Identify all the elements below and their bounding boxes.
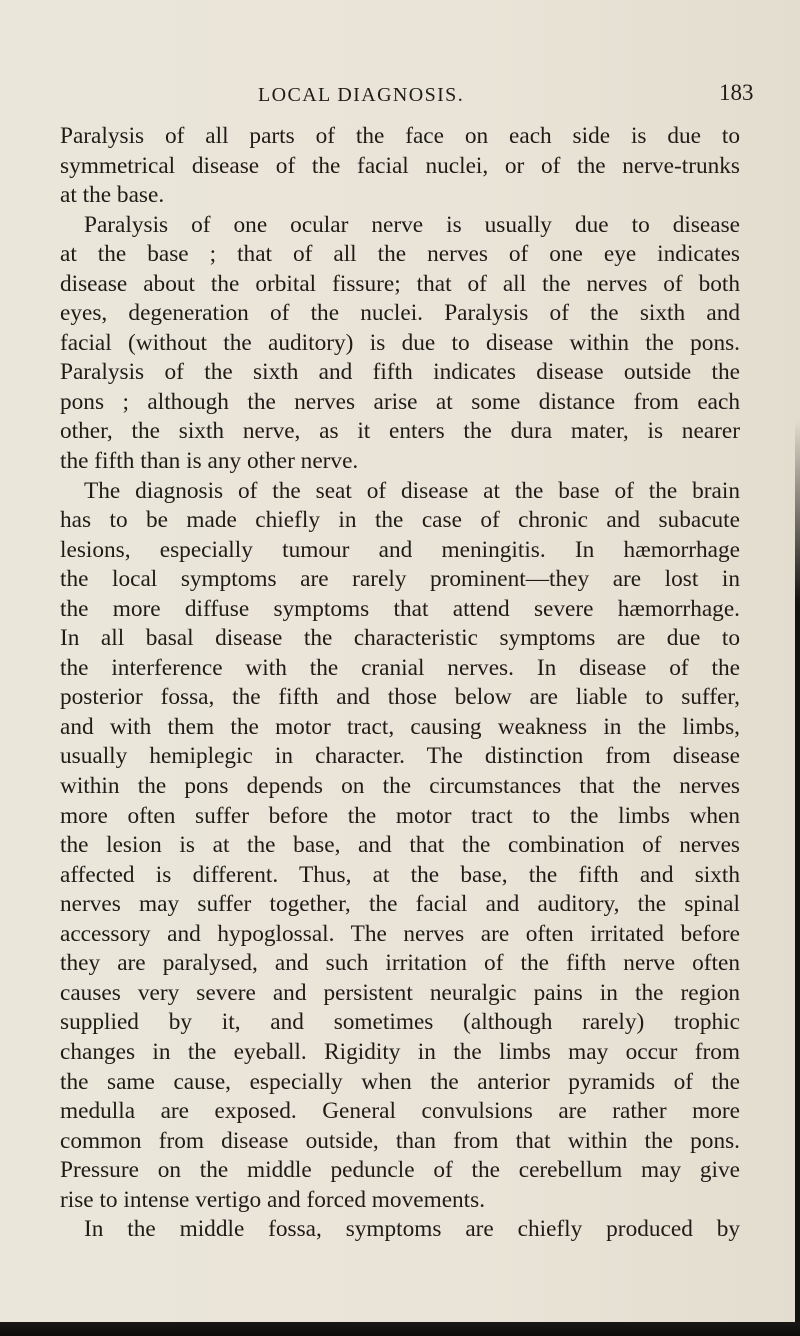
text-line: symmetrical disease of the facial nuclei, or of the nerve-trunks bbox=[60, 152, 740, 179]
text-line: within the pons depends on the circumstances that the nerves bbox=[60, 773, 740, 800]
text-line: lesions, especially tumour and meningitis. In hæmorrhage bbox=[60, 536, 740, 563]
text-line: usually hemiplegic in character. The distinction from disease bbox=[60, 743, 740, 770]
text-line: at the base. bbox=[60, 182, 165, 209]
running-head: LOCAL DIAGNOSIS. bbox=[258, 84, 465, 106]
text-line: medulla are exposed. General convulsions are rather more bbox=[60, 1098, 740, 1125]
text-line: supplied by it, and sometimes (although rarely) trophic bbox=[60, 1009, 740, 1036]
text-line: pons ; although the nerves arise at some distance from each bbox=[60, 388, 740, 415]
text-line: Paralysis of the sixth and fifth indicates disease outside the bbox=[60, 359, 740, 386]
text-line: the fifth than is any other nerve. bbox=[60, 448, 359, 475]
text-line: they are paralysed, and such irritation of the fifth nerve often bbox=[60, 950, 740, 977]
text-line: at the base ; that of all the nerves of one eye indicates bbox=[60, 241, 740, 268]
text-line: causes very severe and persistent neuralgic pains in the region bbox=[60, 979, 740, 1006]
text-line: other, the sixth nerve, as it enters the dura mater, is nearer bbox=[60, 418, 740, 445]
text-line: the interference with the cranial nerves. In disease of the bbox=[60, 654, 740, 681]
page-edge-shadow bbox=[795, 420, 800, 1336]
text-line: rise to intense vertigo and forced movements. bbox=[60, 1186, 486, 1213]
text-line: more often suffer before the motor tract to the limbs when bbox=[60, 802, 740, 829]
text-line: In the middle fossa, symptoms are chiefly produced by bbox=[84, 1216, 740, 1243]
text-line: the same cause, especially when the anterior pyramids of the bbox=[60, 1068, 740, 1095]
text-line: changes in the eyeball. Rigidity in the limbs may occur from bbox=[60, 1038, 740, 1065]
body-text bbox=[60, 122, 740, 1245]
text-line: eyes, degeneration of the nuclei. Paralysis of the sixth and bbox=[60, 300, 740, 327]
text-line: Pressure on the middle peduncle of the cerebellum may give bbox=[60, 1157, 740, 1184]
text-line: In all basal disease the characteristic symptoms are due to bbox=[60, 625, 740, 652]
text-line: The diagnosis of the seat of disease at the base of the brain bbox=[84, 477, 740, 504]
text-line: and with them the motor tract, causing weakness in the limbs, bbox=[60, 713, 740, 740]
text-line: posterior fossa, the fifth and those below are liable to suffer, bbox=[60, 684, 740, 711]
text-line: common from disease outside, than from that within the pons. bbox=[60, 1127, 740, 1154]
text-line: nerves may suffer together, the facial and auditory, the spinal bbox=[60, 891, 740, 918]
text-line: the more diffuse symptoms that attend severe hæmorrhage. bbox=[60, 595, 740, 622]
scan-bottom-border bbox=[0, 1322, 800, 1336]
page-number: 183 bbox=[719, 80, 754, 105]
text-line: has to be made chiefly in the case of chronic and subacute bbox=[60, 507, 740, 534]
text-line: Paralysis of one ocular nerve is usually due to disease bbox=[84, 211, 740, 238]
text-line: facial (without the auditory) is due to disease within the pons. bbox=[60, 329, 740, 356]
text-line: Paralysis of all parts of the face on each side is due to bbox=[60, 123, 740, 149]
text-line: affected is different. Thus, at the base, the fifth and sixth bbox=[60, 861, 740, 888]
text-line: the local symptoms are rarely prominent—they are lost in bbox=[60, 566, 740, 593]
text-line: disease about the orbital fissure; that of all the nerves of both bbox=[60, 270, 740, 297]
text-line: accessory and hypoglossal. The nerves are often irritated before bbox=[60, 920, 740, 947]
text-line: the lesion is at the base, and that the combination of nerves bbox=[60, 832, 740, 859]
